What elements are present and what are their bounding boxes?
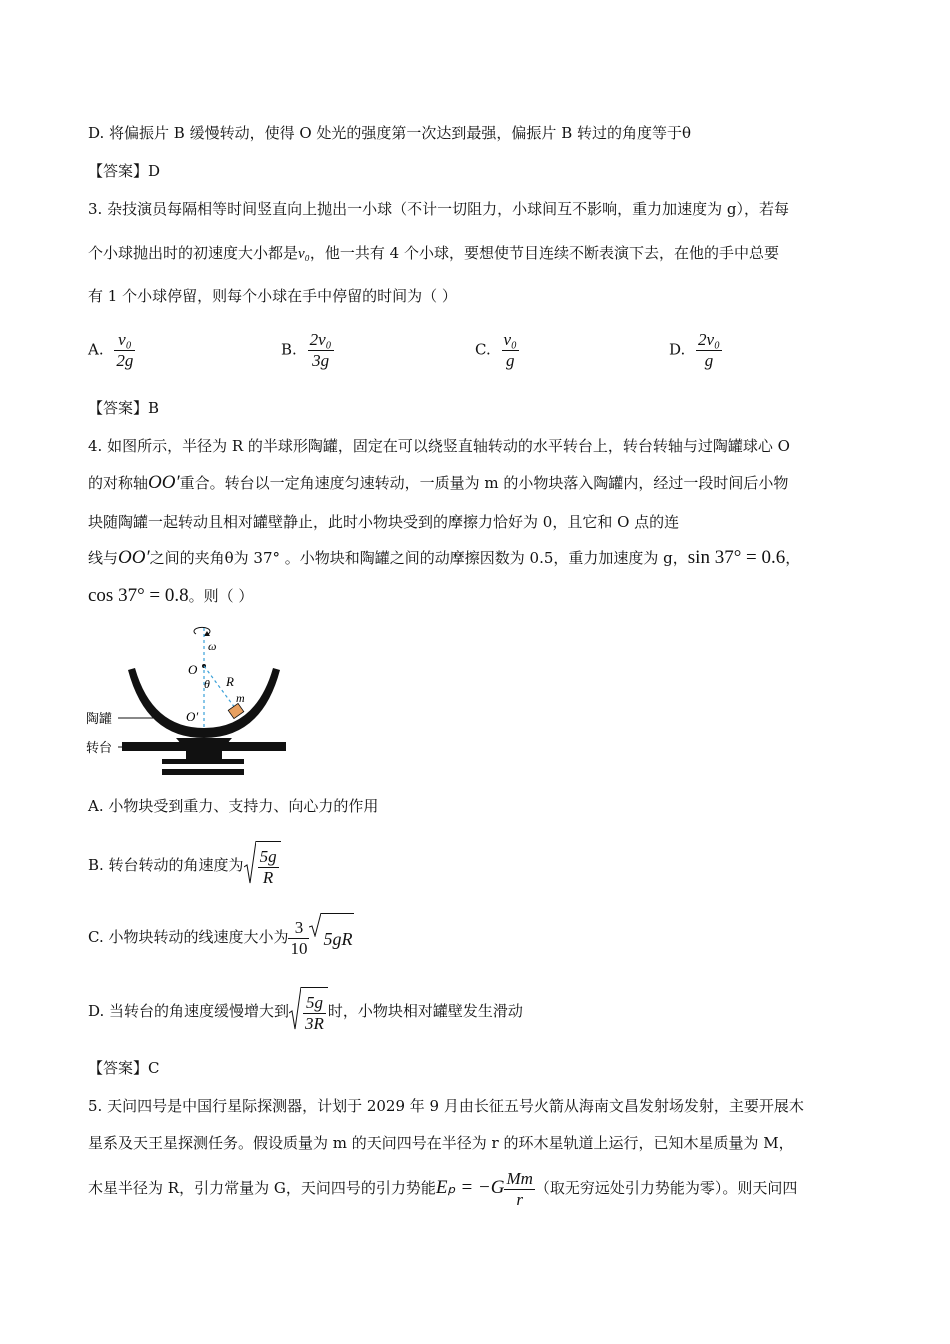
q3-v0: v₀	[298, 246, 310, 262]
q4-axis-oo: OO′	[148, 472, 180, 493]
figure-m: m	[236, 691, 245, 705]
q3-line1: 3. 杂技演员每隔相等时间竖直向上抛出一小球（不计一切阻力，小球间互不影响，重力加速度为 g），若每	[88, 200, 789, 218]
q3-line2-end: ，他一共有 4 个小球，要想使节目连续不断表演下去，在他的手中总要	[309, 244, 779, 262]
q3-option-d-fraction	[696, 330, 722, 371]
q3-option-b-den: 3g	[312, 351, 330, 370]
figure-omega: ω	[208, 639, 217, 653]
q3-answer: 【答案】B	[88, 399, 160, 417]
q3-option-c-label: C.	[475, 340, 491, 359]
q3-option-b	[281, 330, 334, 371]
q4-line5-end: 。则（ ）	[188, 587, 254, 605]
q5-line2: 星系及天王星探测任务。假设质量为 m 的天问四号在半径为 r 的环木星轨道上运行，已知木星质量为 M，	[88, 1134, 794, 1152]
q4-line4	[88, 547, 800, 569]
radical-sign	[244, 841, 256, 885]
q3-line2	[88, 242, 779, 265]
turntable-base-bottom	[162, 769, 244, 775]
q4-line4-comma: ，	[785, 549, 801, 567]
q4-option-b-num: 5g	[259, 846, 277, 866]
q5-ep-den: r	[516, 1189, 523, 1209]
q4-option-d-text: D. 当转台的角速度缓慢增大到	[88, 1002, 290, 1020]
radical-sign-c	[309, 913, 321, 937]
q4-option-b-sqrt	[244, 841, 281, 892]
q3-option-a	[88, 330, 135, 371]
q5-ep-num: Mm	[506, 1168, 533, 1188]
q3-line2-start: 个小球抛出时的初速度大小都是	[88, 244, 299, 262]
q4-option-b-den: R	[262, 867, 274, 887]
q4-sin37: sin 37° = 0.6	[687, 547, 786, 568]
figure-pot-label: 陶罐	[86, 712, 113, 727]
small-block	[228, 703, 244, 718]
q5-line1: 5. 天问四号是中国行星际探测器，计划于 2029 年 9 月由长征五号火箭从海南文昌发射场发射，主要开展木	[88, 1097, 804, 1115]
q3-line3: 有 1 个小球停留，则每个小球在手中停留的时间为（ ）	[88, 287, 457, 305]
figure-theta: θ	[204, 677, 210, 691]
q3-option-d-num: 2v₀	[698, 330, 721, 349]
q4-option-a: A. 小物块受到重力、支持力、向心力的作用	[88, 797, 379, 815]
turntable-plate	[122, 742, 286, 751]
q4-answer: 【答案】C	[88, 1059, 160, 1077]
q4-option-c-num: 3	[288, 918, 309, 939]
q3-option-a-den: 2g	[116, 351, 134, 370]
q4-option-b-text: B. 转台转动的角速度为	[88, 856, 244, 874]
q4-option-d-num: 5g	[303, 993, 326, 1014]
q4-line3: 块随陶罐一起转动且相对罐壁静止，此时小物块受到的摩擦力恰好为 0，且它和 O 点的连	[88, 513, 680, 531]
q4-cos37: cos 37° = 0.8	[88, 585, 189, 606]
q2-answer: 【答案】D	[88, 162, 161, 180]
q4-option-c-text: C. 小物块转动的线速度大小为	[88, 928, 289, 946]
q4-option-d-tail: 时，小物块相对罐壁发生滑动	[327, 1002, 523, 1020]
q3-option-a-num: v₀	[114, 330, 135, 351]
radical-sign-d	[289, 987, 301, 1031]
q3-option-d-label: D.	[669, 340, 686, 359]
q3-option-c-num: v₀	[503, 330, 517, 349]
q3-option-d	[669, 330, 722, 371]
q5-line3	[88, 1163, 797, 1213]
q4-line4-mid: 之间的夹角θ为 37° 。小物块和陶罐之间的动摩擦因数为 0.5，重力加速度为 g，	[149, 549, 688, 567]
figure-table-label: 转台	[86, 741, 113, 756]
q5-potential-energy: Eₚ = −G	[435, 1177, 505, 1198]
q5-line3-end: （取无穷远处引力势能为零）。则天问四	[534, 1179, 798, 1197]
q4-option-b	[88, 840, 281, 892]
q3-option-d-den: g	[704, 351, 714, 370]
figure-r: R	[226, 674, 234, 689]
q4-line4-start: 线与	[88, 549, 119, 567]
q3-option-c-fraction	[502, 330, 519, 371]
q3-option-b-fraction	[308, 330, 334, 371]
q4-option-c-rad: 5gR	[321, 913, 354, 964]
figure-oprime: O′	[186, 709, 199, 724]
q2-option-d: D. 将偏振片 B 缓慢转动，使得 O 处光的强度第一次达到最强，偏振片 B 转过的角度等于θ	[88, 124, 692, 142]
q4-option-d-den: 3R	[305, 1013, 324, 1033]
q3-option-a-fraction	[114, 330, 135, 371]
q3-option-c	[475, 330, 519, 371]
q4-option-c-sqrt	[309, 913, 354, 964]
q3-option-c-den: g	[505, 351, 515, 370]
turntable-base-top	[162, 759, 244, 764]
q4-option-d	[88, 986, 523, 1038]
q4-figure	[86, 620, 286, 780]
q4-line2-start: 的对称轴	[88, 474, 149, 492]
q4-line1: 4. 如图所示，半径为 R 的半球形陶罐，固定在可以绕竖直轴转动的水平转台上，转台转轴与过陶罐球心 O	[88, 437, 790, 455]
q4-option-c	[88, 912, 354, 964]
q3-option-a-label: A.	[88, 340, 104, 359]
q3-option-b-num: 2v₀	[309, 330, 332, 349]
q4-line5	[88, 585, 253, 607]
q4-option-d-sqrt	[289, 987, 328, 1038]
q3-option-b-label: B.	[281, 340, 297, 359]
q4-line2	[88, 472, 788, 494]
q4-axis-oo-2: OO′	[118, 547, 150, 568]
q4-line2-end: 重合。转台以一定角速度匀速转动，一质量为 m 的小物块落入陶罐内，经过一段时间后小物	[179, 474, 789, 492]
q5-line3-start: 木星半径为 R，引力常量为 G，天问四号的引力势能	[88, 1179, 436, 1197]
figure-o: O	[188, 662, 198, 677]
q4-option-c-den: 10	[290, 938, 308, 958]
